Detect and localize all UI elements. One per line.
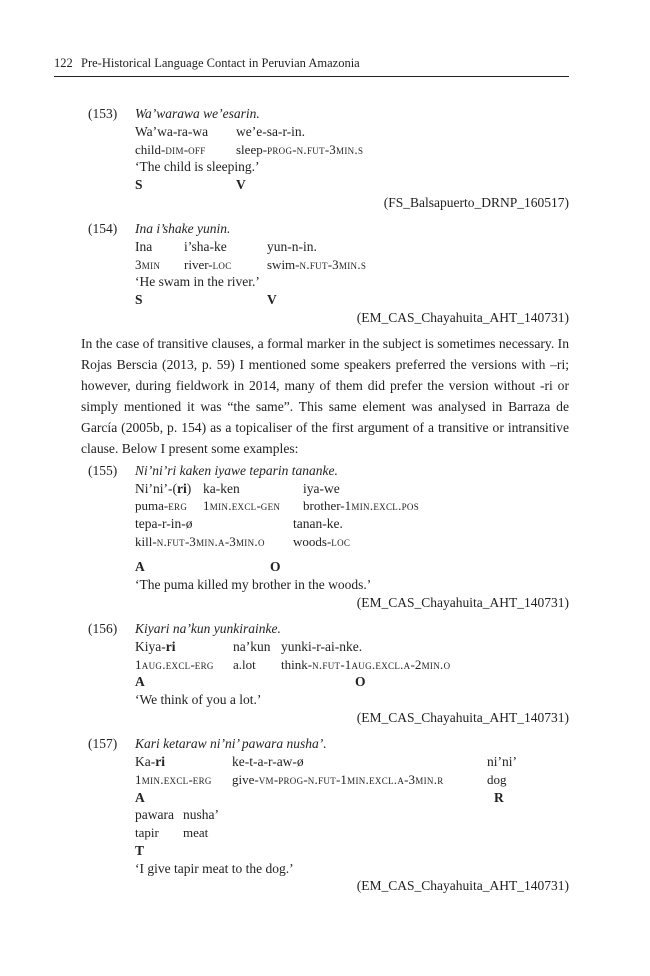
word: iya-we xyxy=(303,481,340,496)
page-number: 122 xyxy=(54,56,73,70)
role-label: S xyxy=(135,177,143,192)
gloss: kill-n.fut-3min.a-3min.o xyxy=(135,534,265,549)
word: tanan-ke. xyxy=(293,516,343,531)
gloss: a.lot xyxy=(233,657,256,672)
word: pawara xyxy=(135,807,174,822)
translation: ‘The child is sleeping.’ xyxy=(135,159,260,174)
gloss: 1min.excl-gen xyxy=(203,498,281,513)
gloss: river-loc xyxy=(184,257,232,272)
gloss: think-n.fut-1aug.excl.a-2min.o xyxy=(281,657,451,672)
translation: ‘I give tapir meat to the dog.’ xyxy=(135,861,294,876)
role-label: A xyxy=(135,674,145,689)
example-number: (157) xyxy=(88,736,118,751)
example-number: (154) xyxy=(88,221,118,236)
example-title: Kari ketaraw ni’ni’ pawara nusha’. xyxy=(135,736,327,751)
translation: ‘We think of you a lot.’ xyxy=(135,692,262,707)
gloss: meat xyxy=(183,825,209,840)
example-title: Ina i’shake yunin. xyxy=(135,221,231,236)
gloss: 1min.excl-erg xyxy=(135,772,212,787)
word: yunki-r-ai-nke. xyxy=(281,639,363,654)
role-label: S xyxy=(135,292,143,307)
gloss: brother-1min.excl.pos xyxy=(303,498,420,513)
word: na’kun xyxy=(233,639,271,654)
running-title: Pre-Historical Language Contact in Peruvian Amazonia xyxy=(81,56,360,70)
translation: ‘The puma killed my brother in the woods.’ xyxy=(135,577,372,592)
source-citation: (EM_CAS_Chayahuita_AHT_140731) xyxy=(356,595,569,610)
role-label: O xyxy=(355,674,366,689)
role-label: R xyxy=(494,790,504,805)
word: ke-t-a-r-aw-ø xyxy=(232,754,304,769)
source-citation: (FS_Balsapuerto_DRNP_160517) xyxy=(383,195,569,210)
gloss: tapir xyxy=(135,825,159,840)
role-label: T xyxy=(135,843,145,858)
gloss: woods-loc xyxy=(293,534,351,549)
word: Ni’ni’-(ri) xyxy=(135,481,192,496)
role-label: A xyxy=(135,790,145,805)
gloss: 3min xyxy=(135,257,161,272)
source-citation: (EM_CAS_Chayahuita_AHT_140731) xyxy=(356,310,569,325)
example-number: (156) xyxy=(88,621,118,636)
word: yun-n-in. xyxy=(267,239,317,254)
header-rule xyxy=(54,76,569,77)
gloss: give-vm-prog-n.fut-1min.excl.a-3min.r xyxy=(232,772,444,787)
word: Kiya-ri xyxy=(135,639,176,654)
example-number: (153) xyxy=(88,106,118,121)
word: Ina xyxy=(135,239,153,254)
word: Ka-ri xyxy=(135,754,165,769)
translation: ‘He swam in the river.’ xyxy=(135,274,260,289)
word: ni’ni’ xyxy=(487,754,517,769)
word: we’e-sa-r-in. xyxy=(236,124,306,139)
gloss: dog xyxy=(487,772,507,787)
gloss: puma-erg xyxy=(135,498,188,513)
role-label: O xyxy=(270,559,281,574)
word: tepa-r-in-ø xyxy=(135,516,193,531)
word: nusha’ xyxy=(183,807,219,822)
gloss: child-dim-off xyxy=(135,142,206,157)
example-title: Wa’warawa we’esarin. xyxy=(135,106,260,121)
gloss: swim-n.fut-3min.s xyxy=(267,257,367,272)
word: ka-ken xyxy=(203,481,240,496)
role-label: V xyxy=(267,292,277,307)
gloss: 1aug.excl-erg xyxy=(135,657,214,672)
example-number: (155) xyxy=(88,463,118,478)
source-citation: (EM_CAS_Chayahuita_AHT_140731) xyxy=(356,710,569,725)
example-title: Kiyari na’kun yunkirainke. xyxy=(135,621,281,636)
source-citation: (EM_CAS_Chayahuita_AHT_140731) xyxy=(356,878,569,893)
role-label: A xyxy=(135,559,145,574)
example-title: Ni’ni’ri kaken iyawe teparin tananke. xyxy=(135,463,338,478)
role-label: V xyxy=(236,177,246,192)
word: i’sha-ke xyxy=(184,239,227,254)
gloss: sleep-prog-n.fut-3min.s xyxy=(236,142,364,157)
body-paragraph: In the case of transitive clauses, a formal marker in the subject is sometimes necessary. In Rojas Berscia (2013, p. 59) I mentioned some speakers preferred the versions with –ri; however, during fieldwork in 2014, many of them did prefer the version without -ri or simply mentioned it was “the same”. This same element was analysed in Barraza de García (2005b, p. 154) as a topicaliser of the first argument of a transitive or intransitive clause. Below I present some examples: xyxy=(81,336,569,456)
word: Wa’wa-ra-wa xyxy=(135,124,209,139)
